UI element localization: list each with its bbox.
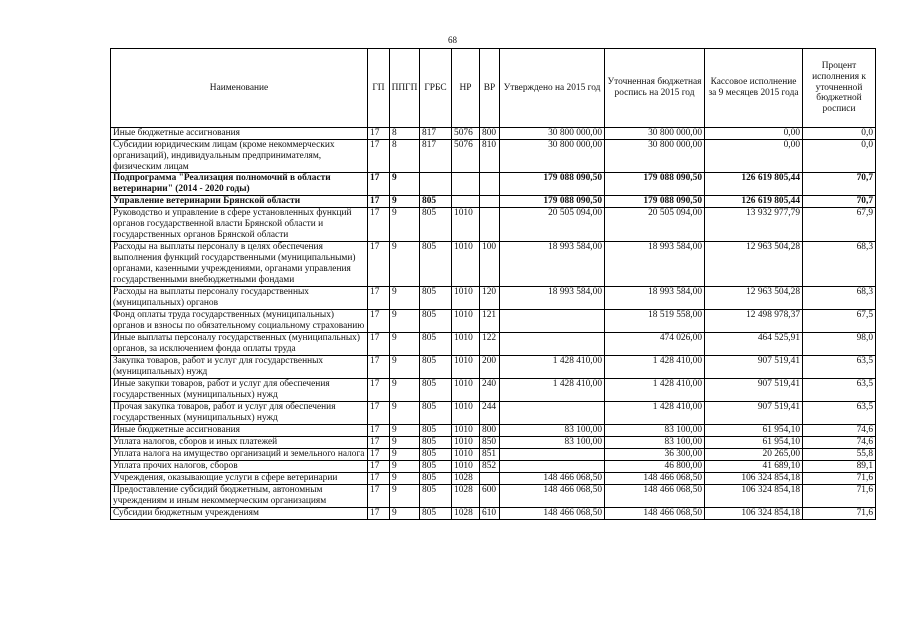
row-approved [500, 310, 605, 333]
row-cash: 61 954,10 [705, 425, 803, 437]
row-ppgp: 9 [390, 437, 420, 449]
row-vr [480, 173, 500, 196]
row-vr: 100 [480, 242, 500, 287]
row-cash: 126 619 805,44 [705, 173, 803, 196]
row-cash: 106 324 854,18 [705, 508, 803, 520]
row-ppgp: 9 [390, 379, 420, 402]
row-approved: 18 993 584,00 [500, 242, 605, 287]
header-name: Наименование [111, 49, 368, 128]
row-grbs: 805 [420, 508, 452, 520]
row-percent: 0,0 [803, 140, 876, 173]
row-cash: 12 963 504,28 [705, 242, 803, 287]
row-gp: 17 [368, 356, 390, 379]
row-approved: 179 088 090,50 [500, 196, 605, 208]
row-percent: 71,6 [803, 508, 876, 520]
header-percent: Процент исполнения к уточненной бюджетной росписи [803, 49, 876, 128]
row-grbs: 805 [420, 208, 452, 242]
row-approved: 148 466 068,50 [500, 473, 605, 485]
row-np: 1010 [452, 402, 480, 425]
table-row [111, 485, 876, 508]
row-ppgp: 9 [390, 402, 420, 425]
header-grbs: ГРБС [420, 49, 452, 128]
table-header-row [111, 49, 876, 128]
row-np: 1028 [452, 508, 480, 520]
row-gp: 17 [368, 140, 390, 173]
table-row [111, 425, 876, 437]
row-approved: 18 993 584,00 [500, 287, 605, 310]
row-gp: 17 [368, 287, 390, 310]
row-approved: 83 100,00 [500, 425, 605, 437]
row-grbs: 805 [420, 379, 452, 402]
row-grbs: 805 [420, 425, 452, 437]
row-np: 5076 [452, 128, 480, 140]
row-vr: 121 [480, 310, 500, 333]
row-ppgp: 9 [390, 508, 420, 520]
row-refined: 46 800,00 [605, 461, 705, 473]
row-refined: 36 300,00 [605, 449, 705, 461]
row-approved: 30 800 000,00 [500, 140, 605, 173]
row-gp: 17 [368, 242, 390, 287]
page-number: 68 [448, 35, 457, 45]
row-refined: 30 800 000,00 [605, 140, 705, 173]
row-cash: 0,00 [705, 140, 803, 173]
row-name: Управление ветеринарии Брянской области [111, 196, 368, 208]
row-np: 1010 [452, 208, 480, 242]
row-np [452, 173, 480, 196]
table-row [111, 128, 876, 140]
row-name: Расходы на выплаты персоналу государственных (муниципальных) органов [111, 287, 368, 310]
row-np: 1010 [452, 461, 480, 473]
row-ppgp: 9 [390, 425, 420, 437]
row-gp: 17 [368, 379, 390, 402]
row-name: Руководство и управление в сфере установленных функций органов государственной власти Брянской области и государственных органов Брянской области [111, 208, 368, 242]
row-vr: 852 [480, 461, 500, 473]
row-refined: 18 519 558,00 [605, 310, 705, 333]
table-row [111, 356, 876, 379]
row-ppgp: 9 [390, 196, 420, 208]
row-gp: 17 [368, 208, 390, 242]
row-percent: 0,0 [803, 128, 876, 140]
row-refined: 179 088 090,50 [605, 196, 705, 208]
table-row [111, 449, 876, 461]
row-gp: 17 [368, 128, 390, 140]
row-name: Иные закупки товаров, работ и услуг для обеспечения государственных (муниципальных) нужд [111, 379, 368, 402]
row-np: 1010 [452, 333, 480, 356]
row-percent: 74,6 [803, 425, 876, 437]
row-vr: 800 [480, 425, 500, 437]
row-ppgp: 9 [390, 356, 420, 379]
row-vr: 122 [480, 333, 500, 356]
row-refined: 83 100,00 [605, 437, 705, 449]
row-percent: 63,5 [803, 402, 876, 425]
row-percent: 89,1 [803, 461, 876, 473]
row-name: Иные выплаты персоналу государственных (муниципальных) органов, за исключением фонда оплаты труда [111, 333, 368, 356]
row-grbs: 817 [420, 140, 452, 173]
row-refined: 148 466 068,50 [605, 473, 705, 485]
row-percent: 74,6 [803, 437, 876, 449]
row-approved: 1 428 410,00 [500, 356, 605, 379]
row-np: 1010 [452, 425, 480, 437]
table-row-department [111, 196, 876, 208]
row-np: 1010 [452, 287, 480, 310]
table-row [111, 287, 876, 310]
row-cash: 41 689,10 [705, 461, 803, 473]
row-ppgp: 9 [390, 310, 420, 333]
row-grbs: 805 [420, 356, 452, 379]
row-refined: 83 100,00 [605, 425, 705, 437]
row-name: Предоставление субсидий бюджетным, автономным учреждениям и иным некоммерческим организациям [111, 485, 368, 508]
row-approved: 1 428 410,00 [500, 379, 605, 402]
row-percent: 70,7 [803, 196, 876, 208]
row-cash: 126 619 805,44 [705, 196, 803, 208]
row-gp: 17 [368, 437, 390, 449]
row-grbs: 805 [420, 437, 452, 449]
row-name: Уплата налогов, сборов и иных платежей [111, 437, 368, 449]
row-vr: 850 [480, 437, 500, 449]
row-name: Субсидии бюджетным учреждениям [111, 508, 368, 520]
row-percent: 68,3 [803, 287, 876, 310]
row-grbs: 805 [420, 449, 452, 461]
row-refined: 1 428 410,00 [605, 356, 705, 379]
table-row [111, 208, 876, 242]
row-percent: 71,6 [803, 473, 876, 485]
header-np: НР [452, 49, 480, 128]
row-approved: 148 466 068,50 [500, 485, 605, 508]
row-grbs: 805 [420, 461, 452, 473]
row-vr: 200 [480, 356, 500, 379]
table-body [111, 128, 876, 520]
row-gp: 17 [368, 461, 390, 473]
row-refined: 18 993 584,00 [605, 242, 705, 287]
row-grbs: 805 [420, 242, 452, 287]
row-cash: 0,00 [705, 128, 803, 140]
row-vr [480, 208, 500, 242]
table-row [111, 140, 876, 173]
table-row [111, 379, 876, 402]
row-approved: 83 100,00 [500, 437, 605, 449]
row-cash: 106 324 854,18 [705, 485, 803, 508]
row-name: Субсидии юридическим лицам (кроме некоммерческих организаций), индивидуальным предпринимателям, физическим лицам [111, 140, 368, 173]
row-np: 1010 [452, 379, 480, 402]
row-gp: 17 [368, 473, 390, 485]
row-gp: 17 [368, 310, 390, 333]
row-cash: 12 963 504,28 [705, 287, 803, 310]
row-percent: 70,7 [803, 173, 876, 196]
row-np: 1028 [452, 485, 480, 508]
row-approved: 20 505 094,00 [500, 208, 605, 242]
row-percent: 55,8 [803, 449, 876, 461]
row-cash: 12 498 978,37 [705, 310, 803, 333]
row-name: Закупка товаров, работ и услуг для государственных (муниципальных) нужд [111, 356, 368, 379]
row-ppgp: 9 [390, 208, 420, 242]
table-row [111, 333, 876, 356]
row-np: 1010 [452, 437, 480, 449]
header-ppgp: ППГП [390, 49, 420, 128]
row-percent: 98,0 [803, 333, 876, 356]
row-vr [480, 473, 500, 485]
row-np: 1010 [452, 242, 480, 287]
header-vr: ВР [480, 49, 500, 128]
row-refined: 30 800 000,00 [605, 128, 705, 140]
table-row [111, 310, 876, 333]
row-np: 1028 [452, 473, 480, 485]
row-name: Уплата налога на имущество организаций и земельного налога [111, 449, 368, 461]
table-row [111, 508, 876, 520]
row-cash: 20 265,00 [705, 449, 803, 461]
row-gp: 17 [368, 333, 390, 356]
row-approved: 148 466 068,50 [500, 508, 605, 520]
row-percent: 63,5 [803, 356, 876, 379]
row-approved [500, 449, 605, 461]
table-row [111, 473, 876, 485]
row-ppgp: 9 [390, 449, 420, 461]
row-gp: 17 [368, 425, 390, 437]
table-row [111, 242, 876, 287]
row-ppgp: 9 [390, 473, 420, 485]
row-np [452, 196, 480, 208]
row-approved [500, 402, 605, 425]
row-percent: 67,5 [803, 310, 876, 333]
row-refined: 20 505 094,00 [605, 208, 705, 242]
row-percent: 71,6 [803, 485, 876, 508]
row-ppgp: 9 [390, 333, 420, 356]
row-grbs [420, 173, 452, 196]
row-name: Прочая закупка товаров, работ и услуг для обеспечения государственных (муниципальных) нужд [111, 402, 368, 425]
table-row [111, 402, 876, 425]
row-np: 1010 [452, 449, 480, 461]
row-approved [500, 333, 605, 356]
row-name: Уплата прочих налогов, сборов [111, 461, 368, 473]
row-approved: 30 800 000,00 [500, 128, 605, 140]
row-name: Фонд оплаты труда государственных (муниципальных) органов и взносы по обязательному социальному страхованию [111, 310, 368, 333]
row-cash: 13 932 977,79 [705, 208, 803, 242]
row-cash: 907 519,41 [705, 356, 803, 379]
row-refined: 148 466 068,50 [605, 508, 705, 520]
row-grbs: 805 [420, 310, 452, 333]
header-cash: Кассовое исполнение за 9 месяцев 2015 года [705, 49, 803, 128]
row-percent: 67,9 [803, 208, 876, 242]
row-ppgp: 9 [390, 461, 420, 473]
row-vr: 810 [480, 140, 500, 173]
row-cash: 907 519,41 [705, 402, 803, 425]
row-grbs: 805 [420, 287, 452, 310]
row-percent: 63,5 [803, 379, 876, 402]
row-refined: 18 993 584,00 [605, 287, 705, 310]
row-ppgp: 8 [390, 128, 420, 140]
row-gp: 17 [368, 508, 390, 520]
row-grbs: 805 [420, 473, 452, 485]
row-grbs: 805 [420, 402, 452, 425]
row-vr: 610 [480, 508, 500, 520]
row-gp: 17 [368, 402, 390, 425]
row-refined: 474 026,00 [605, 333, 705, 356]
row-cash: 61 954,10 [705, 437, 803, 449]
row-vr: 600 [480, 485, 500, 508]
row-ppgp: 9 [390, 173, 420, 196]
row-name: Иные бюджетные ассигнования [111, 128, 368, 140]
row-approved: 179 088 090,50 [500, 173, 605, 196]
row-ppgp: 9 [390, 287, 420, 310]
row-grbs: 817 [420, 128, 452, 140]
table-row [111, 437, 876, 449]
row-np: 5076 [452, 140, 480, 173]
row-grbs: 805 [420, 333, 452, 356]
table-row [111, 461, 876, 473]
row-vr: 244 [480, 402, 500, 425]
row-refined: 1 428 410,00 [605, 402, 705, 425]
row-gp: 17 [368, 485, 390, 508]
row-gp: 17 [368, 196, 390, 208]
row-refined: 179 088 090,50 [605, 173, 705, 196]
header-gp: ГП [368, 49, 390, 128]
row-name: Подпрограмма "Реализация полномочий в области ветеринарии" (2014 - 2020 годы) [111, 173, 368, 196]
row-ppgp: 8 [390, 140, 420, 173]
row-ppgp: 9 [390, 485, 420, 508]
row-name: Учреждения, оказывающие услуги в сфере ветеринарии [111, 473, 368, 485]
row-vr: 240 [480, 379, 500, 402]
row-vr: 800 [480, 128, 500, 140]
row-refined: 148 466 068,50 [605, 485, 705, 508]
row-vr: 851 [480, 449, 500, 461]
row-grbs: 805 [420, 485, 452, 508]
row-approved [500, 461, 605, 473]
row-vr [480, 196, 500, 208]
row-np: 1010 [452, 310, 480, 333]
row-refined: 1 428 410,00 [605, 379, 705, 402]
row-vr: 120 [480, 287, 500, 310]
row-name: Иные бюджетные ассигнования [111, 425, 368, 437]
table-row-subprogram [111, 173, 876, 196]
row-cash: 907 519,41 [705, 379, 803, 402]
row-percent: 68,3 [803, 242, 876, 287]
row-name: Расходы на выплаты персоналу в целях обеспечения выполнения функций государственными (муниципальными) органами, казенными учреждениями, органами управления государственными внебюджетными фондами [111, 242, 368, 287]
row-grbs: 805 [420, 196, 452, 208]
header-approved: Утверждено на 2015 год [500, 49, 605, 128]
budget-execution-table [110, 48, 876, 520]
row-ppgp: 9 [390, 242, 420, 287]
row-gp: 17 [368, 449, 390, 461]
row-np: 1010 [452, 356, 480, 379]
row-cash: 464 525,91 [705, 333, 803, 356]
row-gp: 17 [368, 173, 390, 196]
row-cash: 106 324 854,18 [705, 473, 803, 485]
header-refined: Уточненная бюджетная роспись на 2015 год [605, 49, 705, 128]
